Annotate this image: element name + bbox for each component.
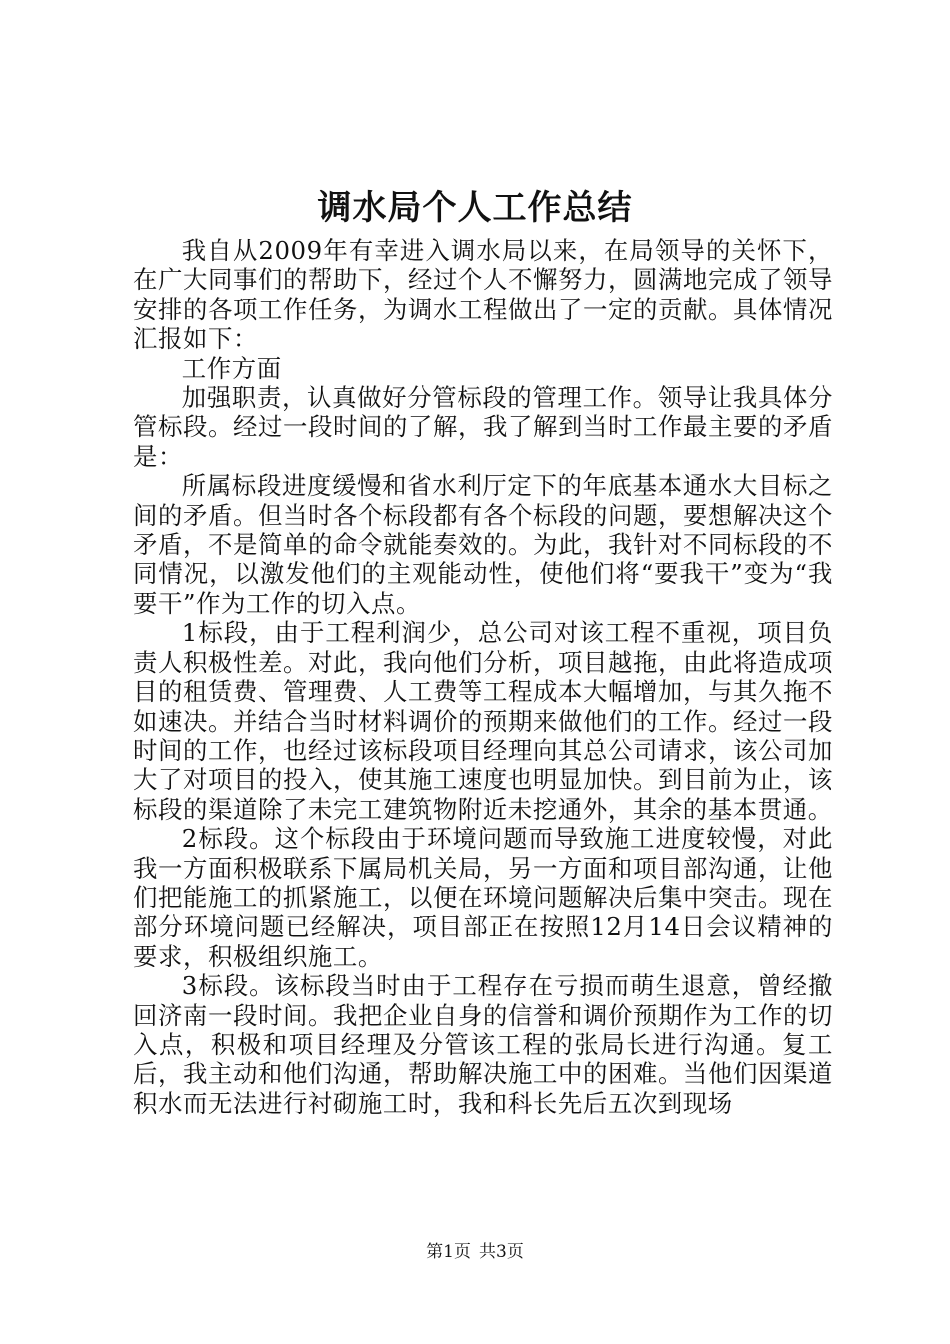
document-title: 调水局个人工作总结 <box>317 188 633 228</box>
paragraph-section-1: 1标段，由于工程利润少，总公司对该工程不重视，项目负责人积极性差。对此，我向他们分析，项目越拖，由此将造成项目的租赁费、管理费、人工费等工程成本大幅增加，与其久拖不如速决。并结合当时材料调价的预期来做他们的工作。经过一段时间的工作，也经过该标段项目经理向其总公司请求，该公司加大了对项目的投入，使其施工速度也明显加快。到目前为止，该标段的渠道除了未完工建筑物附近未挖通外，其余的基本贯通。 <box>133 618 833 824</box>
page-number: 第1页 <box>426 1242 471 1262</box>
document-body <box>133 236 833 1118</box>
paragraph-section-heading: 工作方面 <box>181 353 282 383</box>
page-footer <box>0 1240 950 1264</box>
page-total: 共3页 <box>479 1242 524 1262</box>
paragraph-section-3: 3标段。该标段当时由于工程存在亏损而萌生退意，曾经撤回济南一段时间。我把企业自身的信誉和调价预期作为工作的切入点，积极和项目经理及分管该工程的张局长进行沟通。复工后，我主动和他们沟通，帮助解决施工中的困难。当他们因渠道积水而无法进行衬砌施工时，我和科长先后五次到现场 <box>133 971 833 1118</box>
paragraph-section-2: 2标段。这个标段由于环境问题而导致施工进度较慢，对此我一方面积极联系下属局机关局，另一方面和项目部沟通，让他们把能施工的抓紧施工，以便在环境问题解决后集中突击。现在部分环境问题已经解决，项目部正在按照12月14日会议精神的要求，积极组织施工。 <box>133 824 833 971</box>
paragraph-responsibility: 加强职责，认真做好分管标段的管理工作。领导让我具体分管标段。经过一段时间的了解，我了解到当时工作最主要的矛盾是： <box>133 383 833 471</box>
paragraph-contradiction: 所属标段进度缓慢和省水利厅定下的年底基本通水大目标之间的矛盾。但当时各个标段都有各个标段的问题，要想解决这个矛盾，不是简单的命令就能奏效的。为此，我针对不同标段的不同情况，以激发他们的主观能动性，使他们将“要我干”变为“我要干”作为工作的切入点。 <box>133 471 833 618</box>
paragraph-intro: 我自从2009年有幸进入调水局以来，在局领导的关怀下，在广大同事们的帮助下，经过个人不懈努力，圆满地完成了领导安排的各项工作任务，为调水工程做出了一定的贡献。具体情况汇报如下： <box>133 236 833 354</box>
